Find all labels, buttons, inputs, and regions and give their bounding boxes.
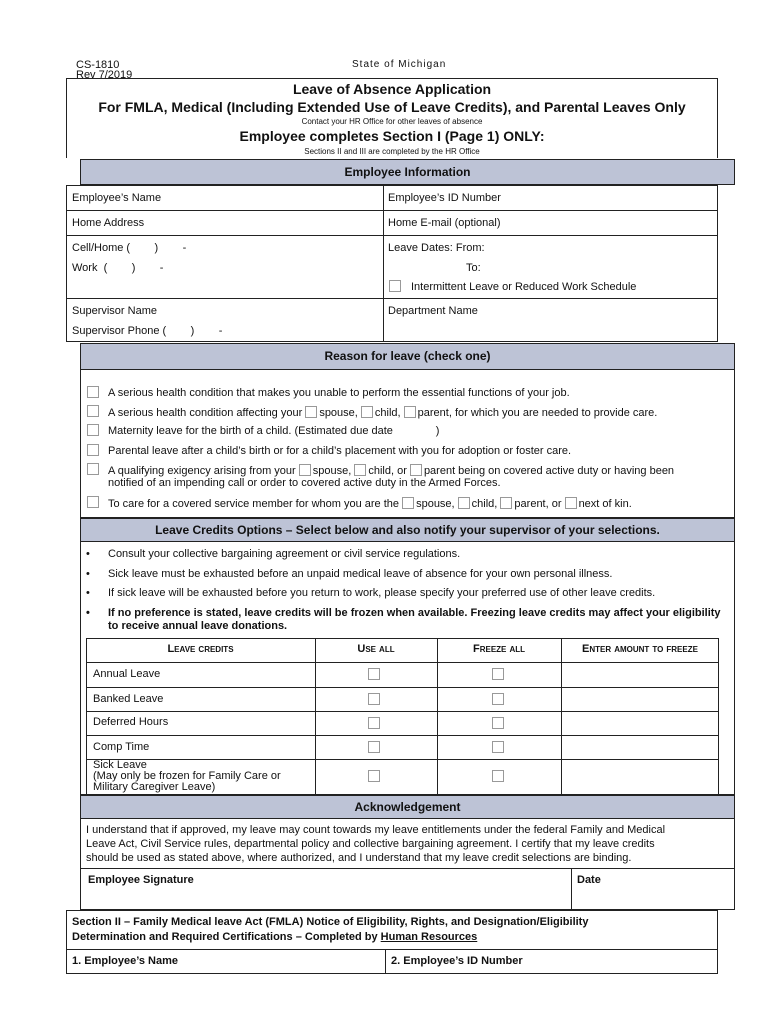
intermittent-checkbox[interactable] [389,280,401,292]
reason-service-member: To care for a covered service member for whom you are the spouse, child, parent, or next of kin. [108,498,632,510]
reason-exigency-cont: notified of an impending call or order to covered active duty in the Armed Forces. [108,477,501,489]
sick-amount-input[interactable] [562,760,718,794]
employee-signature-field[interactable]: Employee Signature [88,874,194,886]
service-spouse-checkbox[interactable] [402,497,414,509]
credits-note-3: If sick leave will be exhausted before you return to work, please specify your preferred use of other leave credits. [108,587,656,599]
annual-use-all-checkbox[interactable] [368,668,380,680]
exigency-child-checkbox[interactable] [354,464,366,476]
reason-exigency: A qualifying exigency arising from your spouse, child, or parent being on covered active duty or having been [108,465,675,477]
reason-own-health: A serious health condition that makes you unable to perform the essential functions of your job. [108,387,570,399]
banked-amount-input[interactable] [562,688,718,711]
family-health-spouse-checkbox[interactable] [305,406,317,418]
family-health-child-checkbox[interactable] [361,406,373,418]
col-enter-amount: Enter amount to freeze [582,643,698,655]
home-email-field[interactable]: Home E-mail (optional) [388,217,501,229]
employee-info-header: Employee Information [80,159,735,185]
employee-info-box [66,185,718,342]
col-leave-credits: Leave credits [167,643,234,655]
reason-checkbox-6[interactable] [87,496,99,508]
leave-to-field[interactable]: To: [466,262,481,274]
row-annual-leave: Annual Leave [93,668,161,680]
deferred-amount-input[interactable] [562,712,718,735]
comp-use-all-checkbox[interactable] [368,741,380,753]
form-subtitle: For FMLA, Medical (Including Extended Use of Leave Credits), and Parental Leaves Only [98,99,686,115]
credits-note-4: If no preference is stated, leave credits will be frozen when available. Freezing leave credits may affect your eligibility to receive annual leave donations. [108,607,721,632]
leave-from-field[interactable]: Leave Dates: From: [388,242,485,254]
acknowledgement-header: Acknowledgement [80,795,735,819]
reason-checkbox-1[interactable] [87,386,99,398]
ack-text-line-1: I understand that if approved, my leave may count towards my leave entitlements under the federal Family and Medical [86,824,666,836]
banked-freeze-all-checkbox[interactable] [492,693,504,705]
exigency-parent-checkbox[interactable] [410,464,422,476]
section-two-employee-name[interactable]: 1. Employee’s Name [72,955,178,967]
employee-name-field[interactable]: Employee’s Name [72,192,162,204]
row-comp-time: Comp Time [93,741,150,753]
section-two-title: Section II – Family Medical leave Act (FMLA) Notice of Eligibility, Rights, and Designation/Eligibility [72,916,589,928]
leave-credits-header: Leave Credits Options – Select below and also notify your supervisor of your selections. [80,518,735,542]
reason-parental: Parental leave after a child’s birth or for a child’s placement with you for adoption or foster care. [108,445,572,457]
service-parent-checkbox[interactable] [500,497,512,509]
exigency-spouse-checkbox[interactable] [299,464,311,476]
annual-freeze-all-checkbox[interactable] [492,668,504,680]
form-revision: Rev 7/2019 [76,69,133,81]
bullet: • [86,607,90,619]
ack-text-line-3: should be used as stated above, where authorized, and I understand that my leave credit selections are binding. [86,852,632,864]
signature-date-field[interactable]: Date [577,874,601,886]
row-sick-leave: Sick Leave [93,759,147,771]
reason-checkbox-3[interactable] [87,424,99,436]
supervisor-name-field[interactable]: Supervisor Name [72,305,157,317]
home-address-field[interactable]: Home Address [72,217,145,229]
row-sick-leave-note: (May only be frozen for Family Care or [93,770,281,782]
reason-maternity: Maternity leave for the birth of a child. (Estimated due date ) [108,425,440,437]
row-deferred-hours: Deferred Hours [93,716,169,728]
section-instruction: Employee completes Section I (Page 1) ONLY: [239,128,545,144]
department-name-field[interactable]: Department Name [388,305,478,317]
section-two-title-cont: Determination and Required Certifications – Completed by Human Resources [72,931,478,943]
intermittent-label: Intermittent Leave or Reduced Work Schedule [411,281,637,293]
section-subnote: Sections II and III are completed by the HR Office [304,147,480,156]
bullet: • [86,548,90,560]
cell-home-phone-field[interactable]: Cell/Home ( ) - [72,242,187,254]
col-use-all: Use all [357,643,395,655]
family-health-parent-checkbox[interactable] [404,406,416,418]
bullet: • [86,587,90,599]
comp-amount-input[interactable] [562,736,718,759]
comp-freeze-all-checkbox[interactable] [492,741,504,753]
row-banked-leave: Banked Leave [93,693,164,705]
credits-note-1: Consult your collective bargaining agreement or civil service regulations. [108,548,461,560]
reason-checkbox-4[interactable] [87,444,99,456]
deferred-use-all-checkbox[interactable] [368,717,380,729]
deferred-freeze-all-checkbox[interactable] [492,717,504,729]
sick-use-all-checkbox[interactable] [368,770,380,782]
credits-note-2: Sick leave must be exhausted before an unpaid medical leave of absence for your own personal illness. [108,568,613,580]
form-title: Leave of Absence Application [292,81,492,97]
supervisor-phone-field[interactable]: Supervisor Phone ( ) - [72,325,223,337]
contact-note: Contact your HR Office for other leaves of absence [301,117,483,126]
row-sick-leave-note-cont: Military Caregiver Leave) [93,781,216,793]
form-id: CS-1810 [76,59,120,71]
employee-id-field[interactable]: Employee’s ID Number [388,192,501,204]
ack-text-line-2: Leave Act, Civil Service rules, departmental policy and collective bargaining agreement. I certify that my leave credits [86,838,655,850]
state-label: State of Michigan [352,59,447,70]
col-freeze-all: Freeze all [473,643,525,655]
bullet: • [86,568,90,580]
service-child-checkbox[interactable] [458,497,470,509]
reason-checkbox-5[interactable] [87,463,99,475]
reason-family-health: A serious health condition affecting your spouse, child, parent, for which you are needed to provide care. [108,407,658,419]
banked-use-all-checkbox[interactable] [368,693,380,705]
annual-amount-input[interactable] [562,663,718,687]
service-next-of-kin-checkbox[interactable] [565,497,577,509]
section-two-employee-id[interactable]: 2. Employee’s ID Number [391,955,523,967]
reason-checkbox-2[interactable] [87,405,99,417]
sick-freeze-all-checkbox[interactable] [492,770,504,782]
work-phone-field[interactable]: Work ( ) - [72,262,164,274]
reason-header: Reason for leave (check one) [80,343,735,370]
